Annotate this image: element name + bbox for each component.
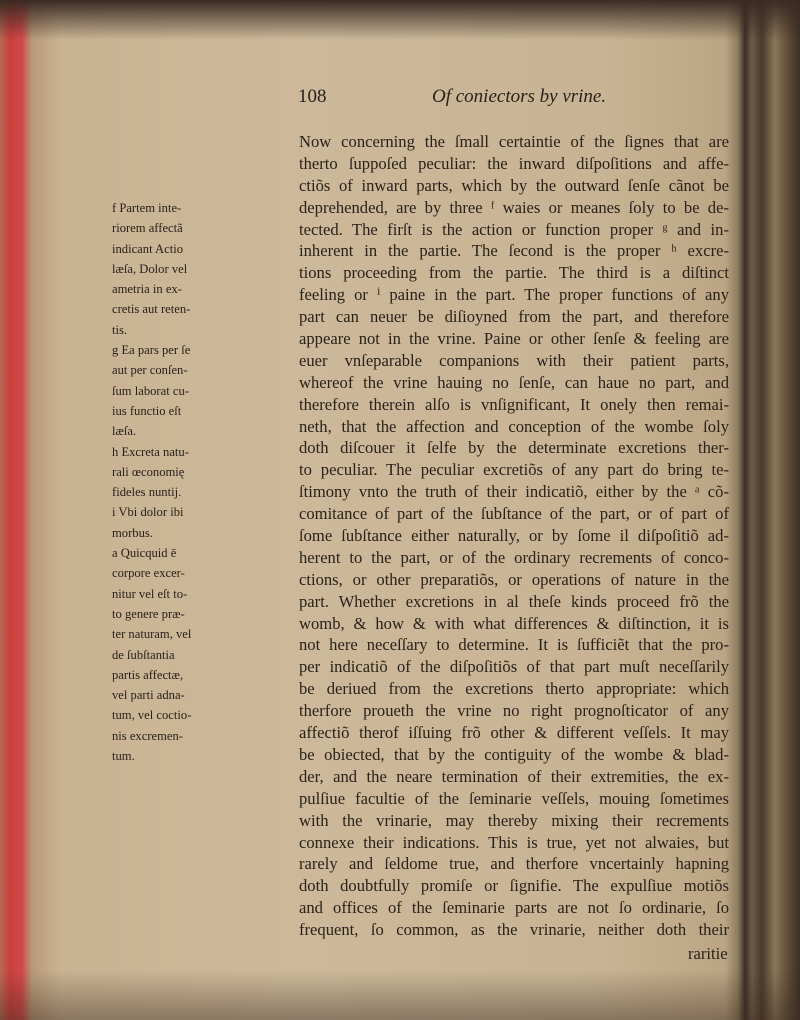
text-line: doth doubtfully promiſe or ſignifie. The expulſiue motiõs xyxy=(299,876,729,896)
text-line: to peculiar. The peculiar excretiõs of any part do bring te- xyxy=(299,460,729,480)
margin-note-line: tum, vel coctio- xyxy=(112,708,192,723)
margin-note-line: tis. xyxy=(112,322,128,337)
text-line: be deriued from the excretions therto appropriate: which xyxy=(299,679,729,699)
text-line: whereof the vrine hauing no ſenſe, can haue no part, and xyxy=(299,372,729,392)
margin-note-line: læſa. xyxy=(112,424,137,439)
text-line: ſtimony vnto the truth of their indicatiõ, either by the ᵃ cõ- xyxy=(299,482,729,502)
running-title: Of coniectors by vrine. xyxy=(432,86,607,107)
margin-note-line: ius functio eſt xyxy=(112,403,182,418)
text-line: feeling or ⁱ paine in the part. The proper functions of any xyxy=(299,285,729,305)
margin-note-line: nitur vel eſt to- xyxy=(112,586,188,601)
top-shadow xyxy=(0,0,800,40)
text-line: inherent in the partie. The ſecond is the proper ʰ excre- xyxy=(299,241,729,261)
margin-note-line: vel parti adna- xyxy=(112,688,185,703)
bottom-shadow xyxy=(0,970,800,1020)
text-line: pulſiue facultie of the ſeminarie veſſels, mouing ſometimes xyxy=(299,788,729,808)
text-line: therfore proueth the vrine no right prognoſticator of any xyxy=(299,701,729,721)
margin-note-line: g Ea pars per ſe xyxy=(112,343,191,358)
margin-note-line: corpore excer- xyxy=(112,566,185,581)
text-line: affectiõ therof iſſuing frõ other & different veſſels. It may xyxy=(299,723,729,743)
margin-note-line: to genere præ- xyxy=(112,606,185,621)
margin-note-line: h Excreta natu- xyxy=(112,444,189,459)
text-line: and offices of the ſeminarie parts are not ſo ordinarie, ſo xyxy=(299,898,729,918)
text-line: neth, that the affection and conception of the wombe ſoly xyxy=(299,416,729,436)
text-line: therto ſuppoſed peculiar: the inward diſpoſitions and affe- xyxy=(299,153,729,173)
margin-note-line: ſum laborat cu- xyxy=(112,383,189,398)
text-line: herent to the part, or of the ordinary recrements of conco- xyxy=(299,547,729,567)
text-line: Now concerning the ſmall certaintie of the ſignes that are xyxy=(299,132,729,151)
text-line: be obiected, that by the contiguity of the wombe & blad- xyxy=(299,744,729,764)
margin-note-line: f Partem inte- xyxy=(112,201,182,215)
margin-note-line: i Vbi dolor ibi xyxy=(112,505,184,520)
text-line: ctions, or other preparatiõs, or operations of nature in the xyxy=(299,569,729,589)
text-line: der, and the neare termination of their extremities, the ex- xyxy=(299,766,729,786)
text-line: with the vrinarie, may thereby mixing their recrements xyxy=(299,810,729,830)
margin-note-line: aut per conſen- xyxy=(112,363,188,378)
margin-note-line: læſa, Dolor vel xyxy=(112,261,188,276)
margin-note-line: fideles nuntij. xyxy=(112,485,182,500)
margin-note-line: morbus. xyxy=(112,525,153,540)
text-line: comitance of part of the ſubſtance of the part, or of part of xyxy=(299,504,729,524)
page-number: 108 xyxy=(298,86,327,107)
margin-note-line: partis affectæ, xyxy=(112,667,184,682)
text-line: womb, & how & with what differences & diſtinction, it is xyxy=(299,613,729,633)
text-line: deprehended, are by three ᶠ waies or meanes ſoly to be de- xyxy=(299,197,729,217)
text-line: tected. The firſt is the action or function proper ᵍ and in- xyxy=(299,219,729,239)
text-line: therefore therein alſo is vnſignificant, It onely then remai- xyxy=(299,394,729,414)
catchword: raritie xyxy=(688,944,728,963)
text-line: part. Whether excretions in al theſe kinds proceed frõ the xyxy=(299,591,729,611)
margin-note-line: nis excremen- xyxy=(112,728,183,743)
text-line: ſome ſubſtance either naturally, or by ſome il diſpoſitiõ ad- xyxy=(299,526,729,546)
text-line: not here neceſſary to determine. It is ſufficiẽt that the pro- xyxy=(299,635,729,655)
text-line: ctiõs of inward parts, which by the outward ſenſe cãnot be xyxy=(299,175,729,195)
text-line: appeare not in the vrine. Paine or other ſenſe & feeling are xyxy=(299,329,729,349)
text-line: euer vnſeparable companions with their patient parts, xyxy=(299,350,729,370)
margin-notes xyxy=(112,198,212,766)
text-line: connexe their indications. This is true, yet not alwaies, but xyxy=(299,832,729,852)
margin-note-line: rali œconomię xyxy=(112,464,185,479)
text-line: tions proceeding from the partie. The third is a diſtinct xyxy=(299,263,729,283)
margin-note-line: riorem affectã xyxy=(112,221,183,236)
text-line: per indicatiõ of the diſpoſitiõs of that part muſt neceſſarily xyxy=(299,657,729,677)
text-line: frequent, ſo common, as the vrinarie, neither doth their xyxy=(299,920,729,940)
text-line: part can neuer be diſioyned from the part, and therefore xyxy=(299,307,729,327)
margin-note-line: tum. xyxy=(112,749,135,764)
margin-note-line: ametria in ex- xyxy=(112,282,182,297)
margin-note-line: indicant Actio xyxy=(112,241,183,256)
main-text xyxy=(299,131,729,941)
text-line: doth diſcouer it ſelfe by the determinate excretions ther- xyxy=(299,438,729,458)
text-line: rarely and ſeldome true, and therfore vncertainly hapning xyxy=(299,854,729,874)
margin-note-line: cretis aut reten- xyxy=(112,302,191,317)
margin-note-line: ter naturam, vel xyxy=(112,627,192,642)
margin-note-line: a Quicquid ē xyxy=(112,546,177,561)
margin-note-line: de ſubſtantia xyxy=(112,647,175,662)
